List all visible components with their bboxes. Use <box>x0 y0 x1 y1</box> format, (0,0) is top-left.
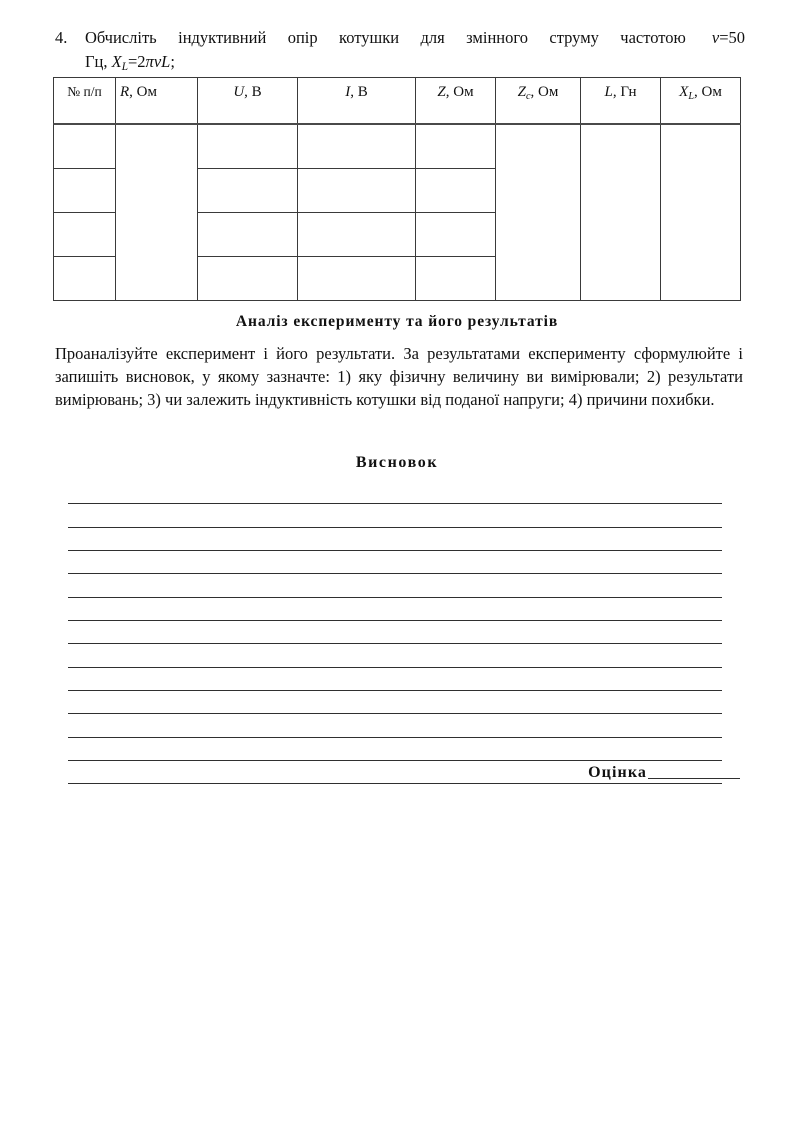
cell-voltage[interactable] <box>198 257 298 301</box>
answer-line[interactable] <box>68 714 722 737</box>
table-header-row <box>54 78 741 125</box>
cell-impedance[interactable] <box>416 213 496 257</box>
column-header-inductance <box>581 78 661 125</box>
cell-current[interactable] <box>298 213 416 257</box>
column-header-resistance <box>116 78 198 125</box>
cell-current[interactable] <box>298 124 416 169</box>
cell-number[interactable] <box>54 257 116 301</box>
cell-voltage[interactable] <box>198 213 298 257</box>
cell-impedance[interactable] <box>416 124 496 169</box>
cell-voltage[interactable] <box>198 124 298 169</box>
cell-impedance[interactable] <box>416 257 496 301</box>
cell-resistance-merged[interactable] <box>116 124 198 301</box>
answer-line[interactable] <box>68 598 722 621</box>
unit-i: , В <box>350 84 368 100</box>
symbol-l: L <box>604 84 613 100</box>
inductance-symbol: L <box>161 52 171 71</box>
task-body <box>85 26 745 79</box>
answer-line[interactable] <box>68 691 722 714</box>
column-header-impedance-c <box>496 78 581 125</box>
task-text-main: Обчисліть індуктивний опір котушки для змінного струму частотою <box>85 28 686 47</box>
reactance-symbol: X <box>111 52 122 71</box>
cell-impedance-c-merged[interactable] <box>496 124 581 301</box>
symbol-z: Z <box>437 84 446 100</box>
answer-line[interactable] <box>68 621 722 644</box>
cell-reactance-merged[interactable] <box>661 124 741 301</box>
grade-input-blank[interactable] <box>648 778 740 779</box>
task-row <box>55 26 745 79</box>
symbol-u: U <box>233 84 245 100</box>
analysis-section-heading: Аналіз експерименту та його результатів <box>235 313 559 330</box>
pi-symbol: π <box>145 52 154 71</box>
symbol-r: R <box>120 84 130 100</box>
column-header-impedance <box>416 78 496 125</box>
conclusion-heading: Висновок <box>355 454 439 471</box>
cell-voltage[interactable] <box>198 169 298 213</box>
symbol-zc: Z <box>517 84 526 100</box>
grade-row <box>0 764 740 782</box>
answer-line[interactable] <box>68 528 722 551</box>
symbol-xl: X <box>679 84 689 100</box>
unit-z: , Ом <box>445 84 474 100</box>
column-header-number: № п/п <box>54 78 116 125</box>
table-header <box>54 78 741 125</box>
unit-l: , Гн <box>612 84 637 100</box>
task-item-4 <box>55 26 745 79</box>
frequency-value: =50 <box>719 28 745 47</box>
unit-zc: , Ом <box>530 84 559 100</box>
symbol-i: I <box>345 84 351 100</box>
unit-u: , В <box>244 84 262 100</box>
column-header-voltage <box>198 78 298 125</box>
unit-r: , Ом <box>129 84 157 100</box>
column-header-reactance <box>661 78 741 125</box>
answer-line[interactable] <box>68 551 722 574</box>
conclusion-answer-lines[interactable] <box>68 481 722 784</box>
answer-line[interactable] <box>68 481 722 504</box>
answer-line[interactable] <box>68 504 722 527</box>
cell-number[interactable] <box>54 169 116 213</box>
unit-xl: , Ом <box>694 84 722 100</box>
task-line-1 <box>85 26 745 49</box>
column-header-current <box>298 78 416 125</box>
answer-line[interactable] <box>68 668 722 691</box>
reactance-subscript: L <box>121 61 128 74</box>
nu-symbol: ν <box>153 52 162 71</box>
table-row <box>54 124 741 169</box>
measurements-table <box>53 77 741 301</box>
cell-impedance[interactable] <box>416 169 496 213</box>
answer-line[interactable] <box>68 574 722 597</box>
answer-line[interactable] <box>68 644 722 667</box>
analysis-paragraph: Проаналізуйте експеримент і його результати. За результатами експерименту сформулюйте і запишіть висновок, у якому зазначте: 1) яку фізичну величину ви вимірювали; 2) результати вимірювань; 3) чи залежить індуктивність котушки від поданої напруги; 4) причини похибки. <box>55 344 743 410</box>
formula-equals: =2 <box>127 52 146 71</box>
cell-number[interactable] <box>54 124 116 169</box>
table-body <box>54 124 741 301</box>
grade-label: Оцінка <box>588 764 647 781</box>
task-number: 4. <box>55 28 68 47</box>
cell-number[interactable] <box>54 213 116 257</box>
subscript-l: L <box>688 90 694 102</box>
task-line-2 <box>85 50 745 79</box>
cell-inductance-merged[interactable] <box>581 124 661 301</box>
answer-line[interactable] <box>68 738 722 761</box>
subscript-c: c <box>525 90 531 102</box>
cell-current[interactable] <box>298 169 416 213</box>
unit-hz: Гц, <box>85 52 108 71</box>
formula-terminator: ; <box>170 52 175 71</box>
cell-current[interactable] <box>298 257 416 301</box>
frequency-symbol: ν <box>711 28 720 47</box>
